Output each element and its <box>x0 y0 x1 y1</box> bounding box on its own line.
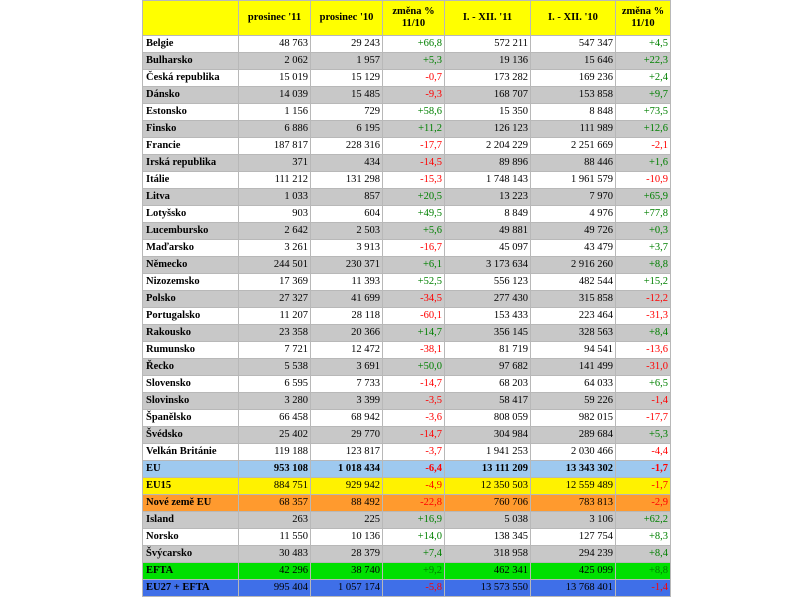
country-name: Portugalsko <box>143 308 239 325</box>
header-blank <box>143 1 239 36</box>
table-row <box>143 478 671 495</box>
value-prosinec-10: 857 <box>311 189 383 206</box>
value-prosinec-10: 11 393 <box>311 274 383 291</box>
value-year-10: 328 563 <box>531 325 616 342</box>
value-zmena-month: -3,7 <box>383 444 445 461</box>
header-zmena-month: změna % 11/10 <box>383 1 445 36</box>
value-prosinec-10: 929 942 <box>311 478 383 495</box>
value-zmena-month: +11,2 <box>383 121 445 138</box>
value-year-11: 304 984 <box>445 427 531 444</box>
value-zmena-year: -12,2 <box>616 291 671 308</box>
value-prosinec-10: 29 770 <box>311 427 383 444</box>
value-zmena-month: -38,1 <box>383 342 445 359</box>
country-name: Irská republika <box>143 155 239 172</box>
value-year-11: 15 350 <box>445 104 531 121</box>
value-year-10: 783 813 <box>531 495 616 512</box>
value-zmena-year: -1,7 <box>616 478 671 495</box>
value-prosinec-11: 66 458 <box>239 410 311 427</box>
value-year-10: 153 858 <box>531 87 616 104</box>
value-year-11: 2 204 229 <box>445 138 531 155</box>
value-year-11: 126 123 <box>445 121 531 138</box>
value-zmena-month: -15,3 <box>383 172 445 189</box>
value-zmena-month: -5,8 <box>383 580 445 597</box>
value-year-10: 289 684 <box>531 427 616 444</box>
value-zmena-year: +8,4 <box>616 325 671 342</box>
value-prosinec-10: 12 472 <box>311 342 383 359</box>
table-row <box>143 563 671 580</box>
value-zmena-year: +6,5 <box>616 376 671 393</box>
value-zmena-year: +15,2 <box>616 274 671 291</box>
value-prosinec-10: 15 129 <box>311 70 383 87</box>
table-row <box>143 274 671 291</box>
country-name: Švýcarsko <box>143 546 239 563</box>
value-year-10: 43 479 <box>531 240 616 257</box>
table-row <box>143 444 671 461</box>
value-prosinec-10: 434 <box>311 155 383 172</box>
value-zmena-year: +12,6 <box>616 121 671 138</box>
value-year-10: 425 099 <box>531 563 616 580</box>
table-row <box>143 308 671 325</box>
value-zmena-year: +8,8 <box>616 563 671 580</box>
value-zmena-month: +9,2 <box>383 563 445 580</box>
value-year-10: 12 559 489 <box>531 478 616 495</box>
value-prosinec-11: 14 039 <box>239 87 311 104</box>
value-zmena-year: +65,9 <box>616 189 671 206</box>
value-year-11: 1 941 253 <box>445 444 531 461</box>
value-year-11: 13 111 209 <box>445 461 531 478</box>
value-year-11: 556 123 <box>445 274 531 291</box>
value-zmena-month: +6,1 <box>383 257 445 274</box>
country-name: Finsko <box>143 121 239 138</box>
value-year-11: 138 345 <box>445 529 531 546</box>
table-row <box>143 546 671 563</box>
value-prosinec-11: 111 212 <box>239 172 311 189</box>
value-zmena-year: +5,3 <box>616 427 671 444</box>
value-zmena-year: -31,0 <box>616 359 671 376</box>
country-name: Maďarsko <box>143 240 239 257</box>
value-year-10: 982 015 <box>531 410 616 427</box>
value-year-10: 315 858 <box>531 291 616 308</box>
country-name: Island <box>143 512 239 529</box>
value-prosinec-11: 187 817 <box>239 138 311 155</box>
value-zmena-month: -9,3 <box>383 87 445 104</box>
value-zmena-year: +77,8 <box>616 206 671 223</box>
value-prosinec-10: 10 136 <box>311 529 383 546</box>
value-year-11: 168 707 <box>445 87 531 104</box>
value-year-10: 64 033 <box>531 376 616 393</box>
value-year-11: 89 896 <box>445 155 531 172</box>
table-row <box>143 172 671 189</box>
value-zmena-month: -14,7 <box>383 427 445 444</box>
table-row <box>143 189 671 206</box>
value-year-11: 462 341 <box>445 563 531 580</box>
value-zmena-month: +16,9 <box>383 512 445 529</box>
value-prosinec-11: 17 369 <box>239 274 311 291</box>
value-zmena-month: +5,6 <box>383 223 445 240</box>
value-zmena-month: +5,3 <box>383 53 445 70</box>
value-year-10: 4 976 <box>531 206 616 223</box>
value-prosinec-11: 2 642 <box>239 223 311 240</box>
value-year-11: 12 350 503 <box>445 478 531 495</box>
value-zmena-month: +49,5 <box>383 206 445 223</box>
value-zmena-month: +50,0 <box>383 359 445 376</box>
value-year-10: 2 251 669 <box>531 138 616 155</box>
value-prosinec-10: 1 057 174 <box>311 580 383 597</box>
value-prosinec-11: 48 763 <box>239 36 311 53</box>
value-prosinec-10: 38 740 <box>311 563 383 580</box>
table-row <box>143 53 671 70</box>
header-year-11: I. - XII. '11 <box>445 1 531 36</box>
country-name: Německo <box>143 257 239 274</box>
header-zmena-year: změna % 11/10 <box>616 1 671 36</box>
value-prosinec-11: 371 <box>239 155 311 172</box>
value-year-10: 547 347 <box>531 36 616 53</box>
value-zmena-year: +4,5 <box>616 36 671 53</box>
country-name: Česká republika <box>143 70 239 87</box>
value-prosinec-11: 7 721 <box>239 342 311 359</box>
value-year-11: 8 849 <box>445 206 531 223</box>
value-year-11: 49 881 <box>445 223 531 240</box>
value-prosinec-10: 604 <box>311 206 383 223</box>
value-zmena-year: +0,3 <box>616 223 671 240</box>
value-prosinec-11: 11 207 <box>239 308 311 325</box>
value-prosinec-10: 230 371 <box>311 257 383 274</box>
value-prosinec-11: 884 751 <box>239 478 311 495</box>
table-row <box>143 410 671 427</box>
value-prosinec-10: 3 913 <box>311 240 383 257</box>
table-row <box>143 461 671 478</box>
table-row <box>143 138 671 155</box>
value-year-11: 356 145 <box>445 325 531 342</box>
value-prosinec-11: 15 019 <box>239 70 311 87</box>
value-year-10: 8 848 <box>531 104 616 121</box>
value-year-10: 15 646 <box>531 53 616 70</box>
value-year-10: 13 343 302 <box>531 461 616 478</box>
value-year-11: 760 706 <box>445 495 531 512</box>
value-year-11: 81 719 <box>445 342 531 359</box>
value-prosinec-11: 263 <box>239 512 311 529</box>
value-prosinec-11: 42 296 <box>239 563 311 580</box>
value-zmena-month: -22,8 <box>383 495 445 512</box>
country-name: EU15 <box>143 478 239 495</box>
value-zmena-month: +7,4 <box>383 546 445 563</box>
value-zmena-year: +8,8 <box>616 257 671 274</box>
table-row <box>143 70 671 87</box>
value-prosinec-11: 1 033 <box>239 189 311 206</box>
value-zmena-year: +3,7 <box>616 240 671 257</box>
value-prosinec-10: 131 298 <box>311 172 383 189</box>
value-zmena-year: -2,1 <box>616 138 671 155</box>
value-zmena-month: -3,6 <box>383 410 445 427</box>
value-zmena-year: -1,4 <box>616 393 671 410</box>
value-year-11: 97 682 <box>445 359 531 376</box>
table-row <box>143 257 671 274</box>
value-zmena-month: -6,4 <box>383 461 445 478</box>
table-row <box>143 427 671 444</box>
value-prosinec-10: 1 018 434 <box>311 461 383 478</box>
value-prosinec-11: 5 538 <box>239 359 311 376</box>
value-year-11: 173 282 <box>445 70 531 87</box>
value-year-11: 572 211 <box>445 36 531 53</box>
country-name: Estonsko <box>143 104 239 121</box>
value-year-11: 808 059 <box>445 410 531 427</box>
country-name: Dánsko <box>143 87 239 104</box>
value-zmena-year: +73,5 <box>616 104 671 121</box>
country-name: EU <box>143 461 239 478</box>
header-prosinec-11: prosinec '11 <box>239 1 311 36</box>
header-prosinec-10: prosinec '10 <box>311 1 383 36</box>
country-name: Rumunsko <box>143 342 239 359</box>
country-name: Slovensko <box>143 376 239 393</box>
value-year-10: 127 754 <box>531 529 616 546</box>
value-zmena-month: +58,6 <box>383 104 445 121</box>
header-year-10: I. - XII. '10 <box>531 1 616 36</box>
country-name: Rakousko <box>143 325 239 342</box>
table-row <box>143 104 671 121</box>
value-prosinec-10: 1 957 <box>311 53 383 70</box>
value-prosinec-11: 23 358 <box>239 325 311 342</box>
table-row <box>143 155 671 172</box>
value-prosinec-10: 29 243 <box>311 36 383 53</box>
value-year-11: 45 097 <box>445 240 531 257</box>
country-name: Itálie <box>143 172 239 189</box>
table-row <box>143 291 671 308</box>
value-zmena-month: -14,7 <box>383 376 445 393</box>
value-year-11: 1 748 143 <box>445 172 531 189</box>
value-zmena-month: -3,5 <box>383 393 445 410</box>
value-zmena-month: -4,9 <box>383 478 445 495</box>
value-prosinec-11: 6 595 <box>239 376 311 393</box>
value-zmena-year: +22,3 <box>616 53 671 70</box>
value-prosinec-11: 244 501 <box>239 257 311 274</box>
table-row <box>143 495 671 512</box>
value-zmena-year: +2,4 <box>616 70 671 87</box>
value-zmena-year: +9,7 <box>616 87 671 104</box>
country-name: Litva <box>143 189 239 206</box>
value-year-11: 5 038 <box>445 512 531 529</box>
value-year-11: 3 173 634 <box>445 257 531 274</box>
value-prosinec-10: 20 366 <box>311 325 383 342</box>
value-prosinec-11: 25 402 <box>239 427 311 444</box>
value-year-10: 88 446 <box>531 155 616 172</box>
value-zmena-year: -1,4 <box>616 580 671 597</box>
header-row <box>143 1 671 36</box>
value-zmena-month: -0,7 <box>383 70 445 87</box>
country-name: Bulharsko <box>143 53 239 70</box>
value-prosinec-11: 903 <box>239 206 311 223</box>
value-year-11: 58 417 <box>445 393 531 410</box>
country-name: Francie <box>143 138 239 155</box>
value-prosinec-10: 28 118 <box>311 308 383 325</box>
value-zmena-month: -60,1 <box>383 308 445 325</box>
table-row <box>143 206 671 223</box>
value-zmena-year: -17,7 <box>616 410 671 427</box>
value-zmena-month: +66,8 <box>383 36 445 53</box>
value-prosinec-11: 27 327 <box>239 291 311 308</box>
value-prosinec-11: 1 156 <box>239 104 311 121</box>
value-prosinec-11: 3 261 <box>239 240 311 257</box>
country-name: Lotyšsko <box>143 206 239 223</box>
value-zmena-year: -1,7 <box>616 461 671 478</box>
value-year-10: 482 544 <box>531 274 616 291</box>
value-year-11: 318 958 <box>445 546 531 563</box>
table-row <box>143 240 671 257</box>
value-year-10: 111 989 <box>531 121 616 138</box>
value-prosinec-10: 3 691 <box>311 359 383 376</box>
value-zmena-month: +52,5 <box>383 274 445 291</box>
table-row <box>143 36 671 53</box>
value-zmena-month: +14,0 <box>383 529 445 546</box>
country-name: Nizozemsko <box>143 274 239 291</box>
value-prosinec-11: 119 188 <box>239 444 311 461</box>
value-prosinec-11: 2 062 <box>239 53 311 70</box>
table-row <box>143 87 671 104</box>
value-prosinec-10: 88 492 <box>311 495 383 512</box>
country-name: EU27 + EFTA <box>143 580 239 597</box>
value-year-10: 94 541 <box>531 342 616 359</box>
value-prosinec-10: 68 942 <box>311 410 383 427</box>
value-zmena-month: -14,5 <box>383 155 445 172</box>
table-row <box>143 393 671 410</box>
country-name: Polsko <box>143 291 239 308</box>
value-prosinec-11: 953 108 <box>239 461 311 478</box>
value-zmena-year: +1,6 <box>616 155 671 172</box>
country-name: Lucembursko <box>143 223 239 240</box>
value-year-11: 13 573 550 <box>445 580 531 597</box>
value-prosinec-10: 15 485 <box>311 87 383 104</box>
value-zmena-month: -16,7 <box>383 240 445 257</box>
value-year-10: 294 239 <box>531 546 616 563</box>
value-zmena-month: +20,5 <box>383 189 445 206</box>
country-name: Velkán Británie <box>143 444 239 461</box>
value-zmena-year: -10,9 <box>616 172 671 189</box>
value-year-10: 59 226 <box>531 393 616 410</box>
value-year-11: 277 430 <box>445 291 531 308</box>
value-prosinec-11: 6 886 <box>239 121 311 138</box>
value-zmena-month: +14,7 <box>383 325 445 342</box>
value-prosinec-10: 228 316 <box>311 138 383 155</box>
value-zmena-month: -17,7 <box>383 138 445 155</box>
table-row <box>143 359 671 376</box>
table-row <box>143 529 671 546</box>
table-row <box>143 223 671 240</box>
value-prosinec-10: 225 <box>311 512 383 529</box>
value-zmena-month: -34,5 <box>383 291 445 308</box>
value-year-10: 141 499 <box>531 359 616 376</box>
table-row <box>143 580 671 597</box>
value-year-10: 49 726 <box>531 223 616 240</box>
country-name: EFTA <box>143 563 239 580</box>
value-prosinec-10: 7 733 <box>311 376 383 393</box>
table-row <box>143 376 671 393</box>
value-prosinec-11: 11 550 <box>239 529 311 546</box>
table-row <box>143 342 671 359</box>
value-prosinec-11: 68 357 <box>239 495 311 512</box>
value-prosinec-10: 6 195 <box>311 121 383 138</box>
value-year-11: 153 433 <box>445 308 531 325</box>
value-year-10: 3 106 <box>531 512 616 529</box>
value-year-10: 2 916 260 <box>531 257 616 274</box>
value-prosinec-10: 28 379 <box>311 546 383 563</box>
value-prosinec-10: 729 <box>311 104 383 121</box>
table-row <box>143 325 671 342</box>
table-row <box>143 121 671 138</box>
value-year-10: 2 030 466 <box>531 444 616 461</box>
value-zmena-year: -13,6 <box>616 342 671 359</box>
value-prosinec-11: 30 483 <box>239 546 311 563</box>
country-name: Nové země EU <box>143 495 239 512</box>
value-year-11: 68 203 <box>445 376 531 393</box>
value-year-11: 19 136 <box>445 53 531 70</box>
value-prosinec-10: 2 503 <box>311 223 383 240</box>
value-year-10: 169 236 <box>531 70 616 87</box>
value-year-10: 1 961 579 <box>531 172 616 189</box>
country-name: Slovinsko <box>143 393 239 410</box>
value-prosinec-11: 3 280 <box>239 393 311 410</box>
value-year-10: 223 464 <box>531 308 616 325</box>
value-zmena-year: +62,2 <box>616 512 671 529</box>
registrations-table <box>142 0 671 597</box>
value-zmena-year: +8,4 <box>616 546 671 563</box>
value-prosinec-10: 41 699 <box>311 291 383 308</box>
value-zmena-year: -31,3 <box>616 308 671 325</box>
country-name: Řecko <box>143 359 239 376</box>
value-year-10: 13 768 401 <box>531 580 616 597</box>
value-prosinec-10: 3 399 <box>311 393 383 410</box>
value-year-10: 7 970 <box>531 189 616 206</box>
value-zmena-year: -4,4 <box>616 444 671 461</box>
country-name: Belgie <box>143 36 239 53</box>
value-zmena-year: +8,3 <box>616 529 671 546</box>
country-name: Španělsko <box>143 410 239 427</box>
country-name: Švédsko <box>143 427 239 444</box>
country-name: Norsko <box>143 529 239 546</box>
value-zmena-year: -2,9 <box>616 495 671 512</box>
table-row <box>143 512 671 529</box>
value-prosinec-11: 995 404 <box>239 580 311 597</box>
value-year-11: 13 223 <box>445 189 531 206</box>
value-prosinec-10: 123 817 <box>311 444 383 461</box>
